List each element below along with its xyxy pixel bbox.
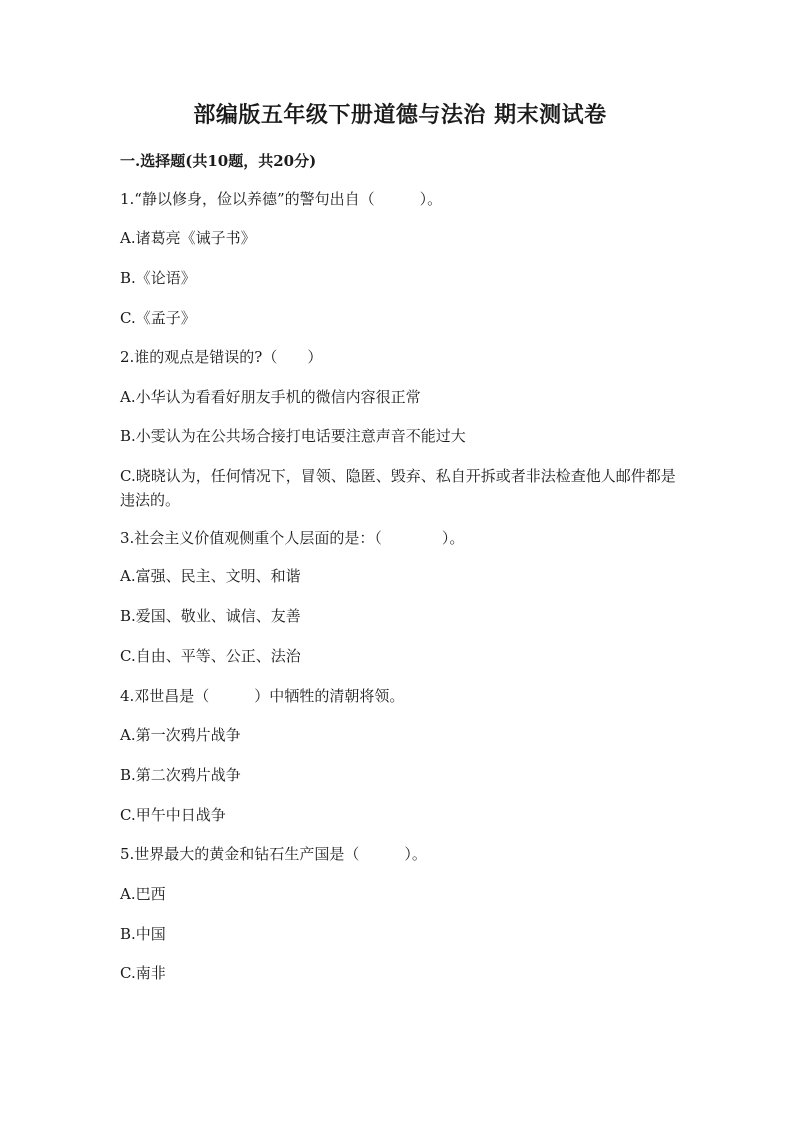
question-3-option-c: C.自由、平等、公正、法治 — [120, 647, 301, 665]
question-1-option-b: B.《论语》 — [120, 269, 196, 287]
question-4-option-c: C.甲午中日战争 — [120, 806, 226, 824]
question-5-stem: 5.世界最大的黄金和钻石生产国是（ ）。 — [120, 845, 427, 863]
question-4-option-b: B.第二次鸦片战争 — [120, 766, 241, 784]
question-1-option-c: C.《孟子》 — [120, 309, 196, 327]
question-3-option-a: A.富强、民主、文明、和谐 — [120, 567, 301, 585]
question-1-option-a: A.诸葛亮《诫子书》 — [120, 229, 256, 247]
question-5-option-a: A.巴西 — [120, 885, 166, 903]
question-2-stem: 2.谁的观点是错误的?（ ） — [120, 348, 323, 366]
section-heading: 一.选择题(共10题，共20分) — [120, 152, 317, 170]
question-4-stem: 4.邓世昌是（ ）中牺牲的清朝将领。 — [120, 687, 405, 705]
question-2-option-b: B.小雯认为在公共场合接打电话要注意声音不能过大 — [120, 427, 466, 445]
question-5-option-b: B.中国 — [120, 925, 166, 943]
question-1-stem: 1.“静以修身，俭以养德”的警句出自（ ）。 — [120, 190, 443, 208]
question-2-option-a: A.小华认为看看好朋友手机的微信内容很正常 — [120, 388, 421, 406]
question-3-option-b: B.爱国、敬业、诚信、友善 — [120, 607, 301, 625]
question-3-stem: 3.社会主义价值观侧重个人层面的是：（ ）。 — [120, 529, 465, 547]
page-title: 部编版五年级下册道德与法治 期末测试卷 — [193, 102, 607, 128]
question-5-option-c: C.南非 — [120, 964, 166, 982]
question-4-option-a: A.第一次鸦片战争 — [120, 726, 241, 744]
question-2-option-c: C.晓晓认为，任何情况下，冒领、隐匿、毁弃、私自开拆或者非法检查他人邮件都是违法的。 — [120, 467, 676, 509]
